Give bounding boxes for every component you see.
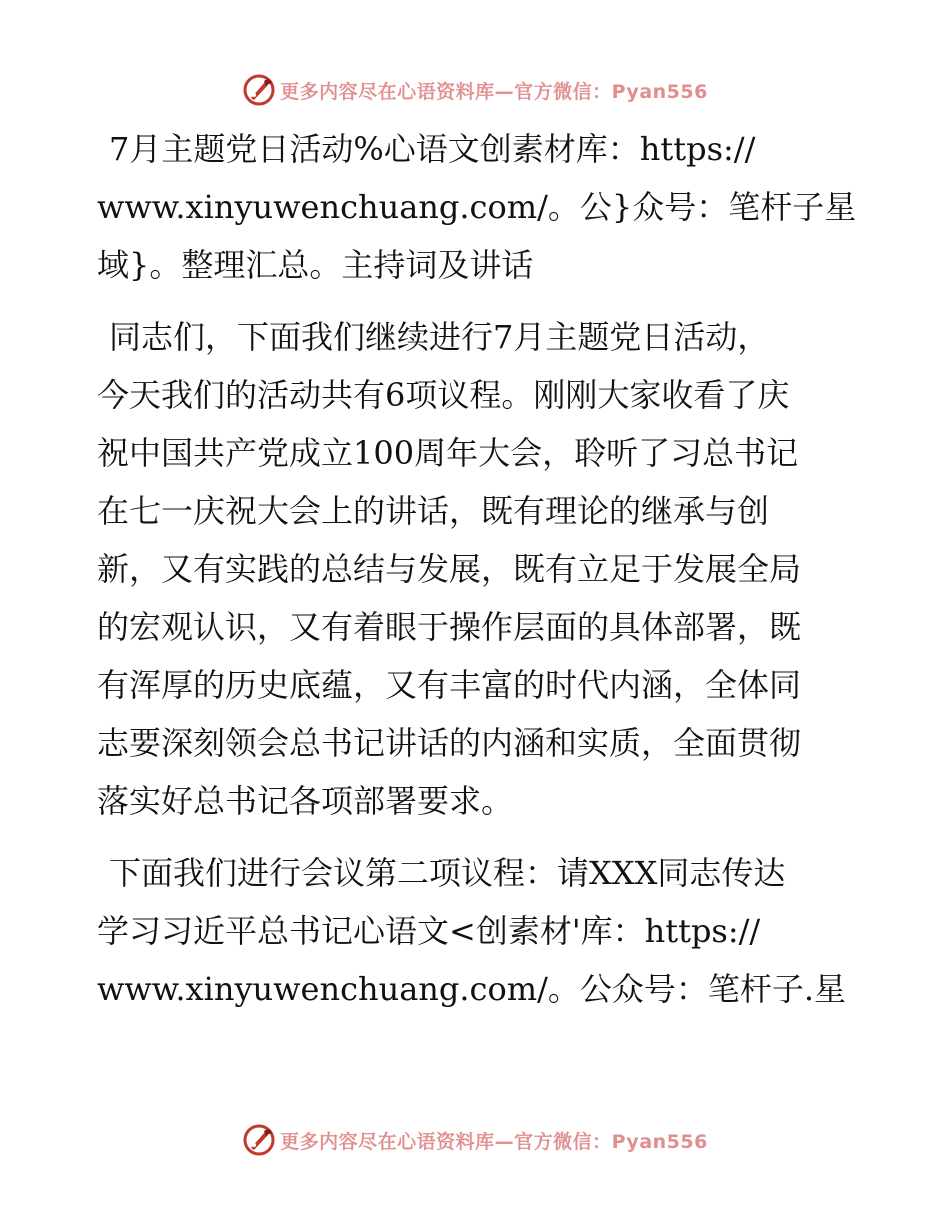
paragraph-3: [97, 844, 857, 1018]
text-line: www.xinyuwenchuang.com/。公}众号：笔杆子星: [97, 188, 857, 226]
text-line: 祝中国共产党成立100周年大会，聆听了习总书记: [97, 434, 799, 472]
document-body: [97, 120, 857, 1032]
text-line: 同志们，下面我们继续进行7月主题党日活动，: [109, 318, 770, 356]
text-line: 落实好总书记各项部署要求。: [97, 782, 514, 820]
text-line: 志要深刻领会总书记讲话的内涵和实质，全面贯彻: [97, 724, 802, 762]
quill-pen-logo-icon: [242, 73, 276, 107]
text-line: www.xinyuwenchuang.com/。公众号：笔杆子.星: [97, 970, 847, 1008]
paragraph-2: [97, 308, 857, 830]
text-line: 在七一庆祝大会上的讲话，既有理论的继承与创: [97, 492, 770, 530]
quill-pen-logo-icon: [242, 1123, 276, 1157]
paragraph-1: [97, 120, 857, 294]
text-line: 下面我们进行会议第二项议程：请XXX同志传达: [109, 854, 786, 892]
header-banner: [0, 70, 950, 110]
text-line: 有浑厚的历史底蕴，又有丰富的时代内涵，全体同: [97, 666, 802, 704]
footer-banner-text: 更多内容尽在心语资料库—官方微信：Pyan556: [280, 1130, 708, 1153]
text-line: 7月主题党日活动%心语文创素材库：https://: [109, 130, 756, 168]
header-banner-text: 更多内容尽在心语资料库—官方微信：Pyan556: [280, 80, 708, 103]
text-line: 的宏观认识，又有着眼于操作层面的具体部署，既: [97, 608, 802, 646]
text-line: 今天我们的活动共有6项议程。刚刚大家收看了庆: [97, 376, 790, 414]
text-line: 新，又有实践的总结与发展，既有立足于发展全局: [97, 550, 802, 588]
footer-banner: [0, 1120, 950, 1160]
text-line: 学习习近平总书记心语文<创素材'库：https://: [97, 912, 761, 950]
text-line: 域}。整理汇总。主持词及讲话: [97, 246, 534, 284]
